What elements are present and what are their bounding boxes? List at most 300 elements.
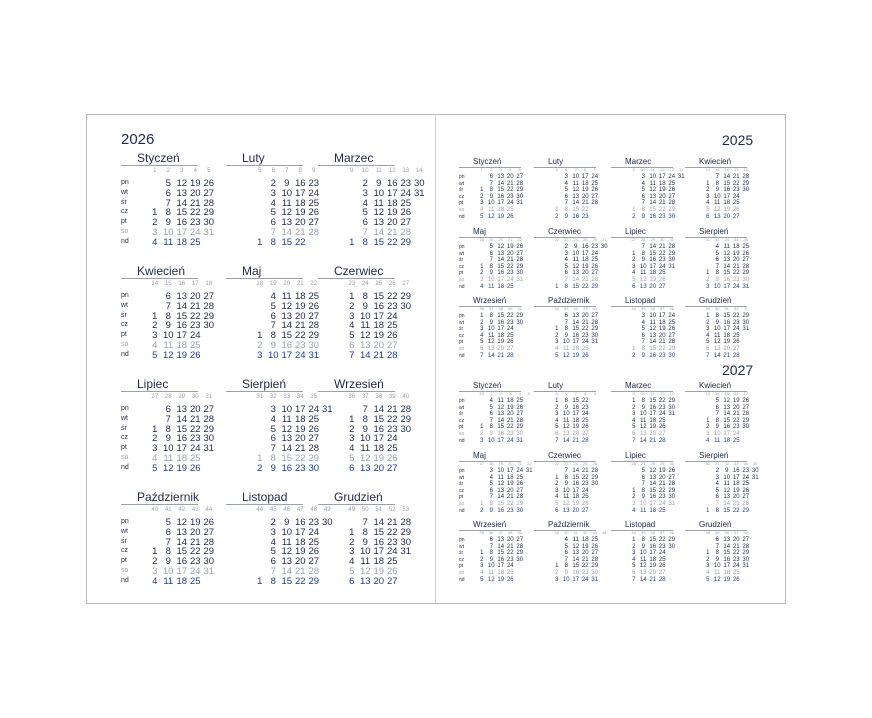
day-cell: 22 — [189, 310, 201, 322]
day-cell: 5 — [715, 398, 719, 404]
day-cell: 20 — [723, 346, 731, 352]
day-cell: 8 — [564, 474, 568, 481]
day-cell: 28 — [386, 349, 398, 361]
day-cell: 5 — [564, 263, 568, 270]
week-number: 42 — [573, 306, 578, 311]
day-cell: 18 — [373, 443, 385, 455]
day-cell: 2 — [152, 217, 158, 229]
day-cell: 29 — [742, 180, 750, 187]
day-cell: 9 — [165, 320, 171, 332]
day-cell: 10 — [487, 277, 495, 283]
day-cell: 20 — [572, 507, 580, 514]
week-number: 26 — [631, 461, 636, 466]
week-number: 29 — [178, 394, 186, 400]
day-cell: 6 — [555, 431, 559, 437]
day-cell: 23 — [506, 193, 514, 200]
day-cell: 29 — [668, 398, 676, 404]
day-cell: 28 — [516, 494, 524, 501]
week-number: 44 — [205, 507, 213, 513]
day-label-pt: pt — [459, 494, 464, 501]
year-label-2026: 2026 — [121, 131, 155, 148]
day-cell: 27 — [591, 193, 599, 200]
day-cell: 15 — [373, 526, 385, 538]
week-number: 24 — [361, 281, 369, 287]
day-cell: 19 — [189, 517, 201, 528]
day-cell: 26 — [203, 178, 215, 189]
day-cell: 28 — [203, 300, 215, 312]
week-number: 22 — [554, 237, 559, 242]
day-cell: 27 — [732, 213, 740, 220]
day-cell: 19 — [732, 250, 740, 257]
day-cell: 24 — [386, 310, 398, 322]
week-number: 20 — [283, 281, 291, 287]
month-name-grudzien: Grudzień — [334, 490, 383, 504]
day-cell: 13 — [497, 537, 505, 543]
day-cell: 4 — [270, 413, 276, 425]
day-cell: 10 — [359, 546, 371, 558]
day-cell: 26 — [742, 487, 750, 494]
month-name-grudzien: Grudzień — [699, 296, 732, 305]
day-cell: 5 — [632, 424, 636, 431]
week-number: 27 — [641, 461, 646, 466]
month-name-listopad: Listopad — [242, 490, 288, 504]
day-cell: 13 — [359, 462, 371, 474]
day-cell: 11 — [488, 332, 495, 339]
week-number: 1 — [153, 168, 157, 174]
day-cell: 9 — [362, 300, 368, 312]
day-cell: 4 — [270, 197, 276, 209]
day-cell: 5 — [564, 543, 568, 550]
week-number: 39 — [517, 530, 522, 535]
day-cell: 10 — [639, 501, 647, 507]
day-cell: 6 — [165, 291, 171, 302]
day-cell: 3 — [555, 339, 559, 346]
day-cell: 22 — [658, 207, 666, 213]
day-cell: 21 — [294, 320, 306, 332]
day-cell: 25 — [658, 270, 666, 277]
day-cell: 12 — [649, 326, 657, 333]
day-label-pt: pt — [121, 218, 127, 226]
day-cell: 23 — [581, 570, 589, 576]
day-cell: 24 — [581, 339, 589, 346]
day-cell: 23 — [581, 404, 589, 411]
day-cell: 20 — [658, 193, 666, 200]
day-cell: 24 — [581, 411, 589, 418]
day-cell: 20 — [506, 250, 514, 257]
day-cell: 5 — [349, 566, 355, 577]
day-cell: 6 — [165, 526, 171, 538]
week-number: 34 — [296, 394, 304, 400]
day-cell: 4 — [564, 180, 568, 187]
day-label-pt: pt — [121, 331, 127, 339]
day-cell: 20 — [189, 526, 201, 538]
day-cell: 12 — [281, 207, 293, 219]
day-cell: 4 — [632, 417, 636, 424]
day-cell: 13 — [281, 433, 293, 445]
day-label-pt: pt — [459, 200, 464, 207]
day-cell: 28 — [591, 200, 599, 207]
day-cell: 5 — [641, 326, 645, 333]
day-cell: 4 — [715, 244, 719, 250]
day-cell: 18 — [572, 346, 580, 352]
day-cell: 21 — [732, 501, 740, 507]
day-cell: 7 — [270, 443, 276, 455]
day-cell: 24 — [189, 330, 201, 342]
day-cell: 5 — [165, 517, 171, 528]
day-cell: 24 — [308, 526, 320, 538]
day-cell: 28 — [732, 352, 740, 359]
day-cell: 13 — [713, 213, 721, 220]
day-cell: 26 — [742, 250, 750, 257]
day-cell: 30 — [668, 213, 676, 220]
day-cell: 2 — [555, 404, 559, 411]
month-name-kwiecien: Kwiecień — [699, 381, 732, 390]
day-cell: 11 — [163, 575, 174, 587]
day-label-śr: śr — [459, 257, 464, 264]
day-cell: 9 — [489, 507, 493, 514]
month-rule — [121, 278, 198, 279]
day-cell: 2 — [349, 536, 355, 548]
day-cell: 16 — [497, 507, 505, 514]
day-label-pt: pt — [121, 557, 127, 565]
day-cell: 10 — [487, 200, 495, 207]
day-cell: 29 — [742, 417, 750, 424]
day-cell: 1 — [480, 263, 484, 270]
day-cell: 2 — [706, 187, 710, 194]
day-cell: 21 — [189, 197, 201, 209]
week-number: 1 — [480, 167, 483, 172]
day-cell: 6 — [165, 187, 171, 199]
month-name-pazdziernik: Październik — [137, 490, 200, 504]
day-label-wt: wt — [459, 543, 464, 550]
day-cell: 6 — [641, 193, 645, 200]
day-cell: 3 — [349, 310, 355, 322]
day-label-pn: pn — [459, 468, 465, 474]
week-number: 35 — [310, 394, 318, 400]
week-number: 38 — [498, 306, 503, 311]
day-label-nd: nd — [459, 352, 465, 359]
day-cell: 25 — [658, 556, 666, 563]
day-cell: 18 — [581, 257, 589, 264]
day-label-nd: nd — [459, 283, 465, 290]
day-cell: 3 — [555, 576, 559, 583]
day-cell: 11 — [281, 197, 292, 209]
day-cell: 10 — [649, 313, 657, 319]
day-cell: 19 — [649, 424, 657, 431]
day-cell: 8 — [489, 424, 493, 431]
day-cell: 2 — [632, 257, 636, 264]
day-cell: 30 — [742, 319, 750, 326]
day-cell: 1 — [555, 398, 559, 404]
day-cell: 25 — [658, 507, 666, 514]
day-cell: 24 — [732, 563, 740, 570]
day-cell: 23 — [581, 481, 589, 488]
day-cell: 8 — [489, 263, 493, 270]
day-cell: 2 — [480, 556, 484, 563]
day-cell: 18 — [373, 320, 385, 332]
week-number: 11 — [375, 168, 382, 174]
day-cell: 1 — [152, 207, 158, 219]
day-cell: 21 — [189, 300, 201, 312]
day-cell: 2 — [480, 319, 484, 326]
day-cell: 6 — [715, 404, 719, 411]
day-cell: 17 — [649, 501, 657, 507]
day-cell: 31 — [413, 187, 425, 199]
week-number: 35 — [479, 530, 484, 535]
day-cell: 24 — [400, 187, 412, 199]
day-cell: 29 — [516, 313, 524, 319]
week-number: 28 — [650, 461, 655, 466]
day-cell: 2 — [362, 178, 368, 189]
day-cell: 31 — [742, 563, 750, 570]
day-cell: 13 — [373, 217, 385, 229]
day-cell: 1 — [555, 474, 559, 481]
week-number: 52 — [388, 507, 396, 513]
day-cell: 24 — [742, 474, 750, 481]
day-cell: 14 — [359, 349, 371, 361]
week-number: 5 — [207, 168, 211, 174]
week-number: 39 — [554, 530, 559, 535]
day-cell: 10 — [713, 193, 721, 200]
day-cell: 28 — [658, 576, 666, 583]
week-number: 20 — [498, 237, 503, 242]
day-cell: 28 — [742, 411, 750, 418]
day-cell: 8 — [270, 453, 276, 464]
day-cell: 13 — [639, 283, 647, 290]
day-cell: 5 — [555, 424, 559, 431]
day-cell: 11 — [163, 453, 174, 464]
day-cell: 14 — [649, 339, 657, 346]
day-cell: 15 — [497, 501, 505, 507]
day-cell: 1 — [632, 346, 636, 352]
day-cell: 18 — [497, 283, 505, 290]
day-cell: 21 — [506, 257, 514, 264]
month-name-wrzesien: Wrzesień — [473, 296, 507, 305]
day-cell: 3 — [362, 187, 368, 199]
day-cell: 31 — [751, 474, 759, 481]
day-cell: 2 — [555, 332, 559, 339]
day-label-śr: śr — [459, 550, 464, 557]
day-cell: 12 — [649, 187, 657, 194]
day-cell: 17 — [176, 443, 188, 455]
day-cell: 21 — [723, 352, 731, 359]
day-cell: 17 — [176, 566, 188, 577]
day-cell: 30 — [516, 319, 524, 326]
week-number: 27 — [151, 394, 159, 400]
day-cell: 13 — [281, 217, 293, 229]
day-label-cz: cz — [459, 332, 464, 339]
day-cell: 10 — [373, 187, 385, 199]
month-name-kwiecien: Kwiecień — [137, 264, 186, 278]
day-cell: 20 — [732, 404, 740, 411]
day-cell: 12 — [281, 300, 293, 312]
day-cell: 26 — [581, 424, 589, 431]
day-cell: 18 — [732, 244, 740, 250]
day-cell: 2 — [257, 340, 263, 351]
day-cell: 4 — [641, 180, 645, 187]
day-cell: 28 — [742, 263, 750, 270]
day-cell: 13 — [572, 550, 580, 557]
day-label-pn: pn — [121, 405, 129, 412]
day-cell: 9 — [715, 277, 719, 283]
day-cell: 16 — [386, 178, 398, 189]
day-cell: 19 — [732, 398, 740, 404]
day-cell: 9 — [564, 213, 568, 220]
week-number: 30 — [191, 394, 199, 400]
day-label-nd: nd — [459, 576, 465, 583]
day-cell: 6 — [349, 340, 355, 351]
day-cell: 9 — [165, 217, 171, 229]
day-cell: 3 — [706, 431, 710, 437]
day-cell: 5 — [152, 349, 158, 361]
day-label-so: so — [121, 567, 129, 574]
day-cell: 23 — [658, 352, 666, 359]
day-cell: 21 — [732, 543, 740, 550]
day-cell: 17 — [497, 563, 505, 570]
day-cell: 13 — [572, 270, 580, 277]
day-cell: 21 — [189, 536, 201, 548]
week-number: 13 — [402, 168, 410, 174]
day-cell: 9 — [564, 570, 568, 576]
day-cell: 8 — [362, 526, 368, 538]
day-cell: 20 — [506, 411, 514, 418]
day-cell: 17 — [294, 404, 306, 415]
day-cell: 13 — [359, 575, 371, 587]
day-cell: 16 — [572, 481, 580, 488]
day-cell: 26 — [308, 423, 320, 435]
day-cell: 15 — [497, 263, 505, 270]
day-cell: 23 — [732, 556, 740, 563]
day-cell: 17 — [373, 433, 385, 445]
week-number: 5 — [258, 168, 262, 174]
day-cell: 13 — [497, 174, 505, 180]
day-cell: 30 — [742, 277, 750, 283]
day-cell: 19 — [581, 263, 589, 270]
day-cell: 23 — [732, 277, 740, 283]
week-number: 17 — [191, 281, 199, 287]
day-cell: 14 — [572, 277, 580, 283]
day-cell: 11 — [572, 537, 579, 543]
day-cell: 4 — [152, 236, 158, 248]
day-cell: 28 — [308, 443, 320, 455]
week-number: 30 — [705, 461, 710, 466]
day-cell: 13 — [649, 332, 657, 339]
day-cell: 8 — [715, 313, 719, 319]
day-cell: 22 — [581, 207, 589, 213]
day-cell: 4 — [489, 474, 493, 481]
day-cell: 14 — [723, 411, 731, 418]
day-cell: 8 — [489, 187, 493, 194]
day-cell: 7 — [706, 352, 710, 359]
day-cell: 20 — [581, 550, 589, 557]
day-cell: 20 — [506, 537, 514, 543]
day-cell: 9 — [165, 556, 171, 568]
day-cell: 26 — [658, 563, 666, 570]
day-cell: 27 — [668, 193, 676, 200]
day-cell: 26 — [386, 453, 398, 464]
day-cell: 22 — [658, 346, 666, 352]
day-cell: 30 — [742, 556, 750, 563]
day-cell: 21 — [506, 494, 514, 501]
week-number: 49 — [705, 306, 710, 311]
day-cell: 11 — [373, 197, 384, 209]
day-cell: 9 — [270, 340, 276, 351]
month-rule — [318, 504, 395, 505]
day-cell: 8 — [165, 423, 171, 435]
day-cell: 10 — [281, 187, 293, 199]
day-cell: 26 — [581, 501, 589, 507]
day-cell: 5 — [270, 300, 276, 312]
week-number: 28 — [641, 237, 646, 242]
day-cell: 17 — [732, 474, 740, 481]
day-cell: 3 — [270, 404, 276, 415]
week-number: 32 — [269, 394, 277, 400]
day-cell: 8 — [564, 207, 568, 213]
day-cell: 3 — [152, 443, 158, 455]
week-number: 2 — [490, 167, 493, 172]
week-number: 22 — [554, 461, 559, 466]
day-cell: 24 — [591, 174, 599, 180]
day-cell: 20 — [732, 494, 740, 501]
day-cell: 3 — [706, 283, 710, 290]
day-cell: 30 — [591, 332, 599, 339]
day-cell: 9 — [564, 332, 568, 339]
day-cell: 10 — [487, 326, 495, 333]
day-cell: 12 — [572, 543, 580, 550]
day-cell: 13 — [176, 526, 188, 538]
week-number: 31 — [715, 461, 720, 466]
day-cell: 16 — [649, 257, 657, 264]
week-number: 9 — [632, 167, 635, 172]
day-cell: 12 — [713, 339, 721, 346]
day-cell: 13 — [723, 257, 731, 264]
day-cell: 25 — [591, 537, 599, 543]
day-cell: 9 — [376, 178, 382, 189]
day-cell: 8 — [489, 501, 493, 507]
day-cell: 22 — [732, 417, 740, 424]
day-cell: 25 — [516, 474, 524, 481]
week-number: 3 — [499, 167, 502, 172]
day-cell: 11 — [723, 481, 730, 488]
day-cell: 1 — [555, 207, 559, 213]
day-cell: 2 — [632, 404, 636, 411]
day-cell: 8 — [641, 487, 645, 494]
day-cell: 27 — [203, 404, 215, 415]
day-cell: 26 — [668, 468, 676, 474]
day-cell: 13 — [497, 250, 505, 257]
day-cell: 17 — [572, 487, 580, 494]
week-number: 6 — [565, 167, 568, 172]
day-cell: 6 — [641, 332, 645, 339]
day-cell: 21 — [581, 319, 589, 326]
day-cell: 1 — [349, 291, 355, 302]
day-cell: 7 — [489, 494, 493, 501]
day-cell: 24 — [732, 431, 740, 437]
month-rule — [121, 391, 198, 392]
day-cell: 14 — [649, 244, 657, 250]
day-cell: 23 — [658, 543, 666, 550]
week-number: 13 — [705, 391, 710, 396]
day-cell: 14 — [649, 481, 657, 488]
day-cell: 18 — [497, 570, 505, 576]
month-name-styczen: Styczeń — [473, 157, 502, 166]
day-cell: 25 — [386, 320, 398, 332]
day-cell: 21 — [649, 437, 657, 444]
day-cell: 23 — [742, 468, 750, 474]
day-cell: 28 — [668, 244, 676, 250]
day-cell: 28 — [591, 277, 599, 283]
day-cell: 13 — [281, 556, 293, 568]
